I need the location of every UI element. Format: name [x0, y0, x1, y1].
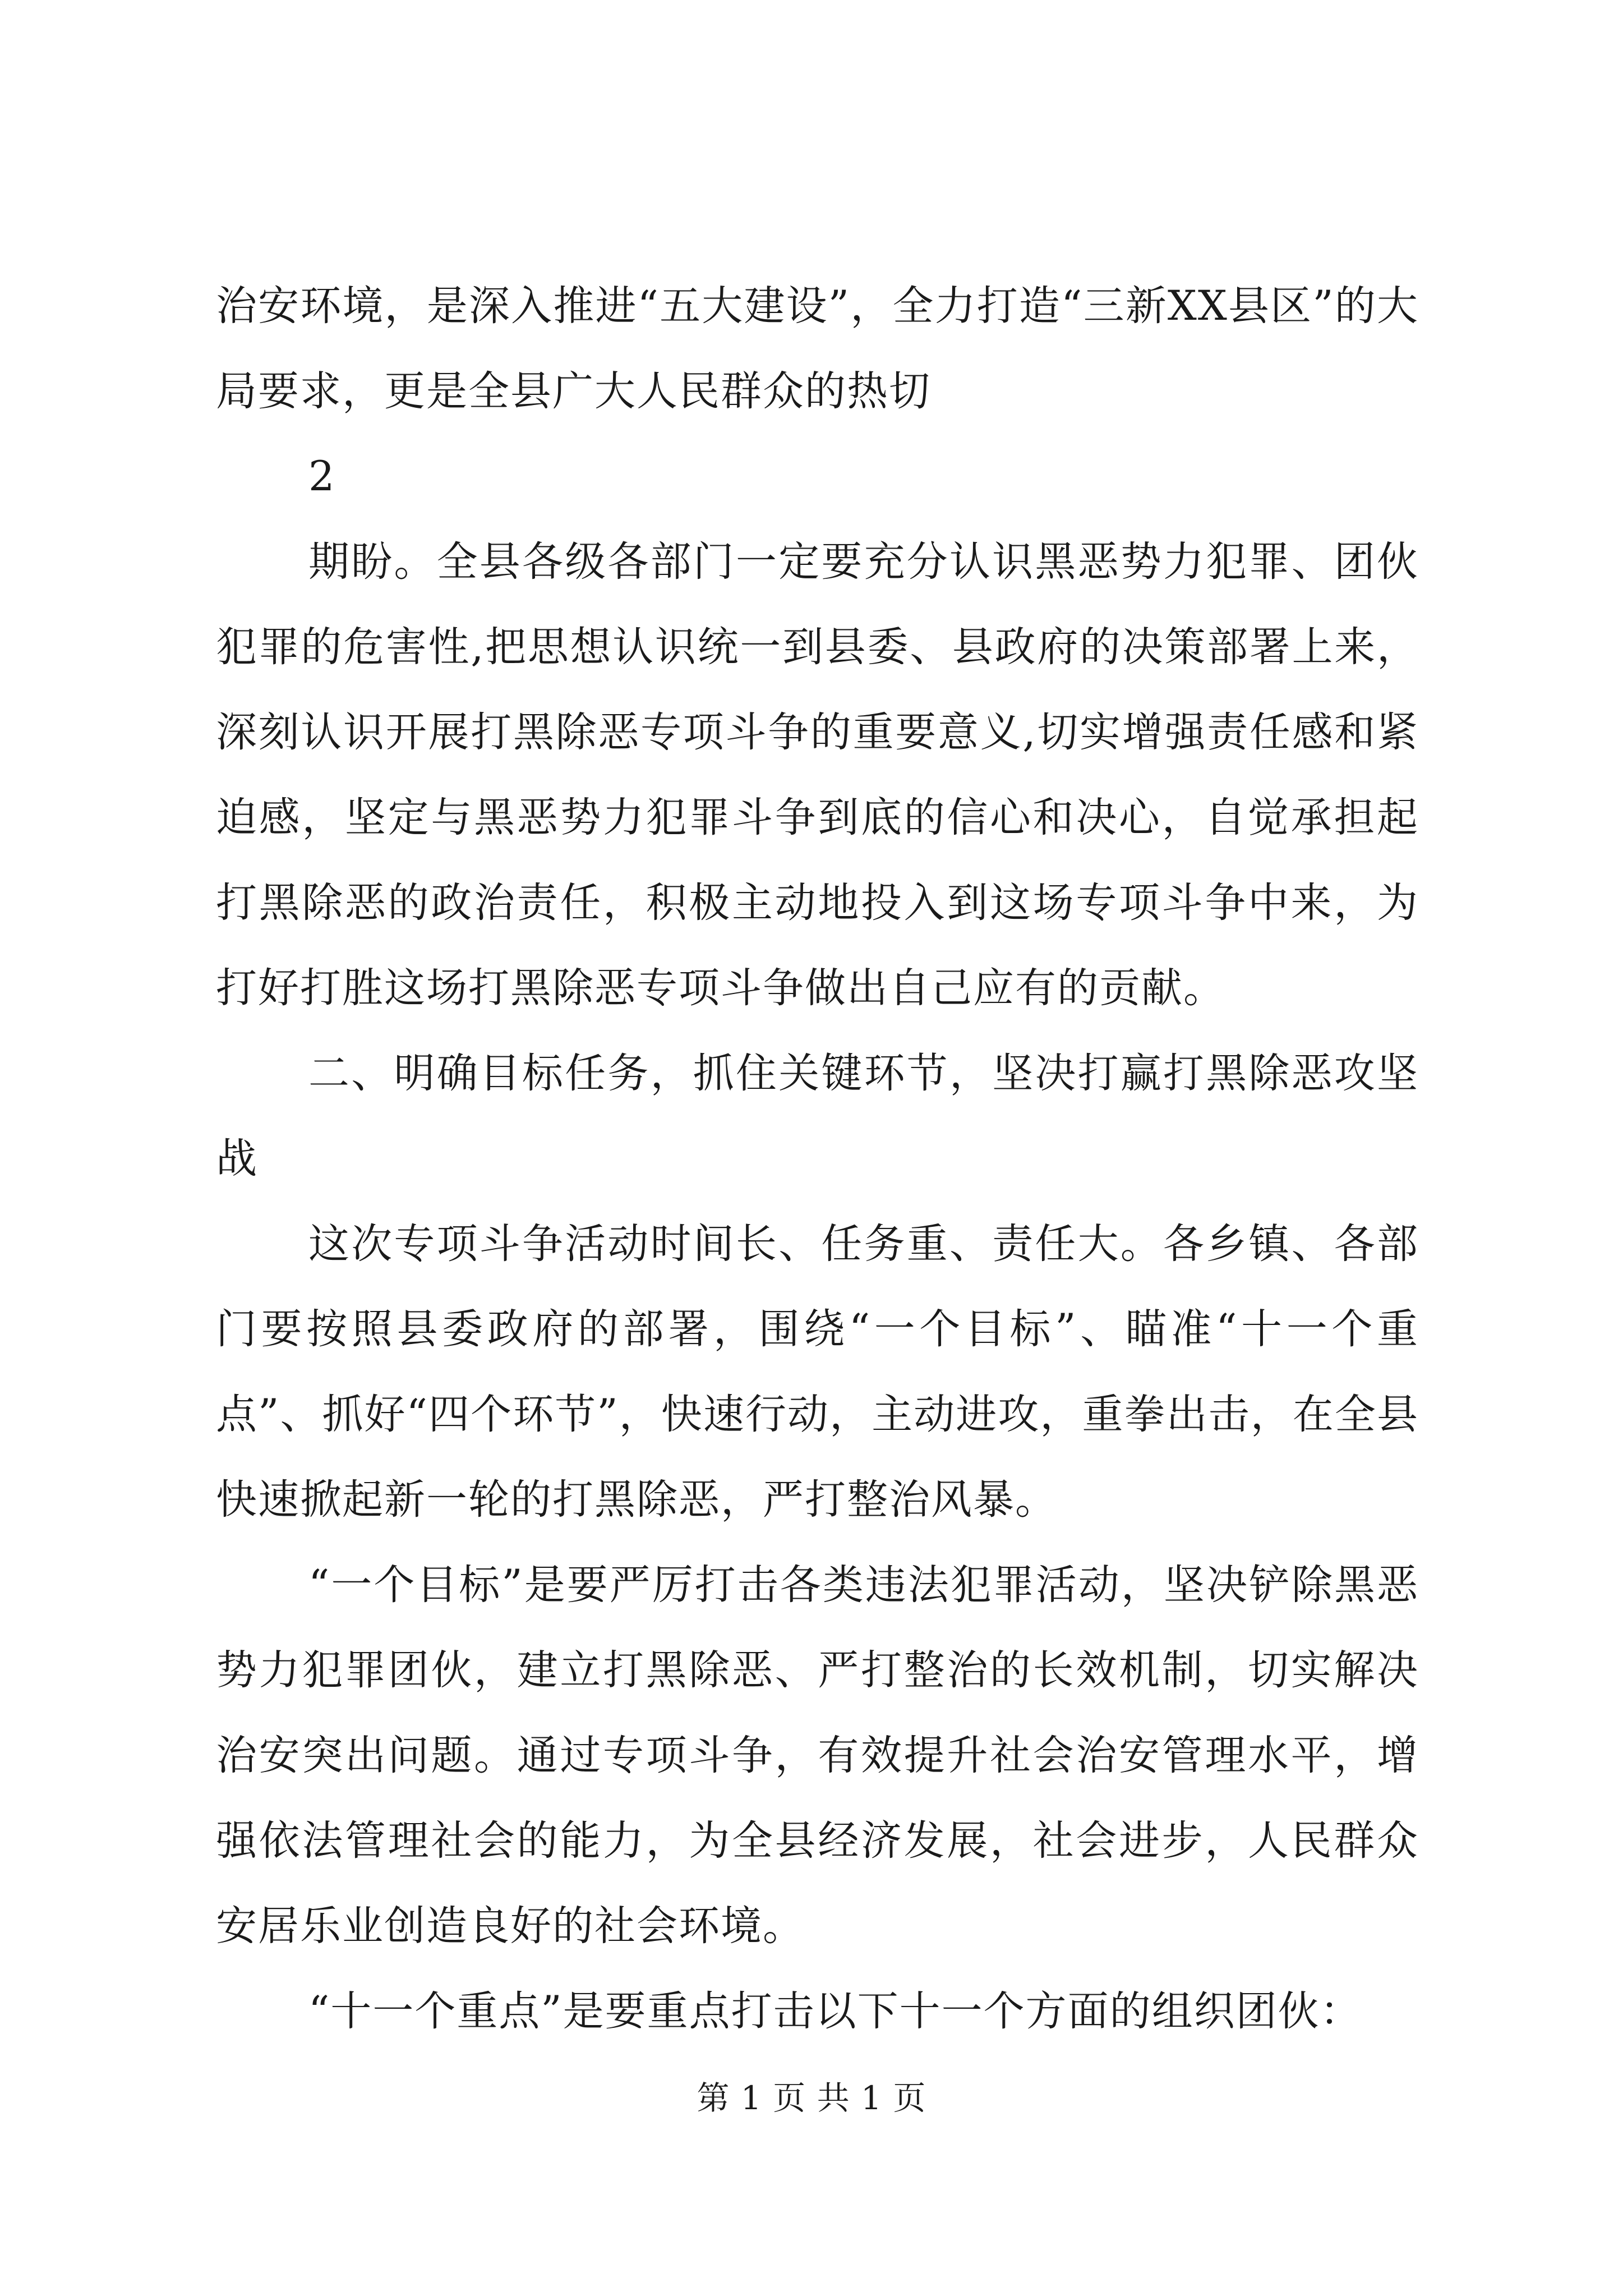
paragraph: “十一个重点”是要重点打击以下十一个方面的组织团伙：: [308, 1987, 1362, 2035]
page-footer: 第 1 页 共 1 页: [697, 2079, 926, 2117]
paragraph: “一个目标”是要严厉打击各类违法犯罪活动，坚决铲除黑恶势力犯罪团伙，建立打黑除恶、严打整治的长效机制，切实解决治安突出问题。通过专项斗争，有效提升社会治安管理水平，增强依法管理社会的能力，为全县经济发展，社会进步，人民群众安居乐业创造良好的社会环境。: [216, 1561, 1419, 1950]
paragraph-continued: 治安环境，是深入推进“五大建设”，全力打造“三新XX县区”的大局要求，更是全县广大人民群众的热切: [216, 282, 1419, 415]
section-heading: 二、明确目标任务，抓住关键环节，坚决打赢打黑除恶攻坚战: [216, 1050, 1419, 1182]
paragraph: 期盼。全县各级各部门一定要充分认识黑恶势力犯罪、团伙犯罪的危害性,把思想认识统一到县委、县政府的决策部署上来，深刻认识开展打黑除恶专项斗争的重要意义,切实增强责任感和紧迫感，坚定与黑恶势力犯罪斗争到底的信心和决心，自觉承担起打黑除恶的政治责任，积极主动地投入到这场专项斗争中来，为打好打胜这场打黑除恶专项斗争做出自己应有的贡献。: [216, 538, 1419, 1012]
document-body: [216, 264, 1419, 2054]
inline-page-number: 2: [308, 453, 335, 500]
paragraph: 这次专项斗争活动时间长、任务重、责任大。各乡镇、各部门要按照县委政府的部署，围绕“一个目标”、瞄准“十一个重点”、抓好“四个环节”，快速行动，主动进攻，重拳出击，在全县快速掀起新一轮的打黑除恶，严打整治风暴。: [216, 1220, 1419, 1524]
